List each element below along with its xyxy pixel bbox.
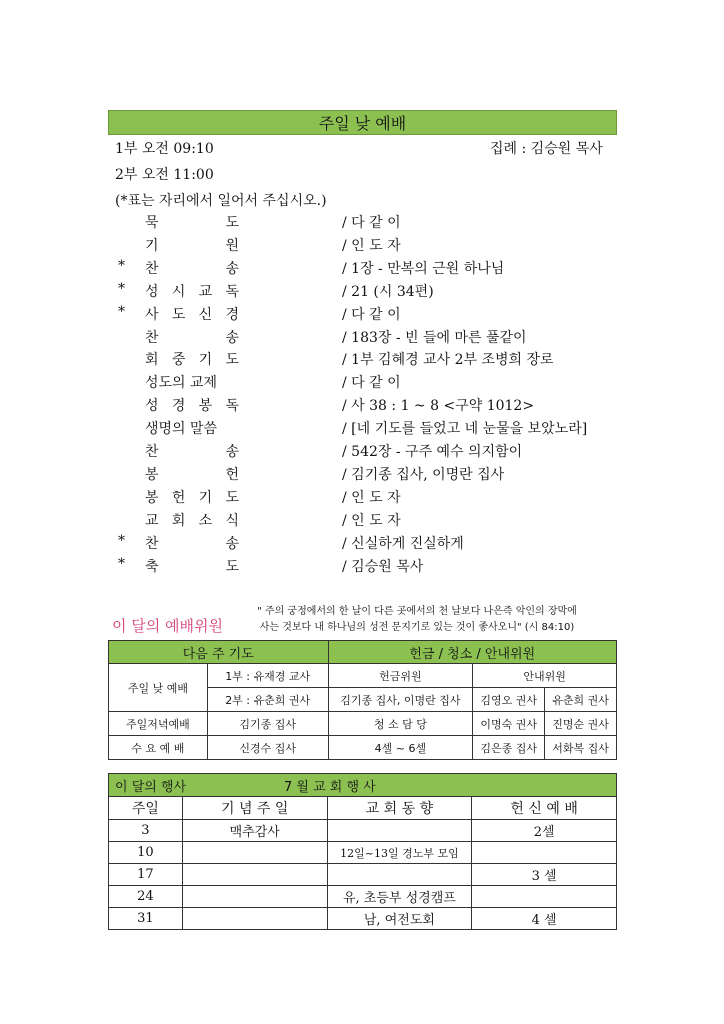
event-news [327,820,472,842]
event-dedication: 4 셀 [472,908,617,930]
order-item: 성 경 봉 독 [145,398,239,415]
verse-line: 사는 것보다 내 하나님의 성전 문지기로 있는 것이 좋사오니" (시 84:10) [259,622,575,633]
order-item: 묵 도 [145,215,239,231]
col-memorial: 기 념 주 일 [182,797,327,820]
offering-header: 헌금 / 청소 / 안내위원 [328,641,616,664]
order-item: 성도의 교제 [145,375,218,392]
order-leader: / 1부 김혜경 교사 2부 조병희 장로 [342,352,554,369]
order-item: 찬 송 [145,260,239,277]
event-dedication [472,886,617,908]
order-item: 봉 헌 기 도 [145,489,239,506]
order-leader: / 사 38 : 1 ~ 8 <구약 1012> [342,398,535,415]
col-church-news: 교 회 동 향 [327,797,472,820]
stand-marker: * [118,280,125,297]
offering-committee-header: 헌금위원 [328,664,473,688]
guide-name: 이명숙 권사 [473,712,545,736]
wednesday-label: 수 요 예 배 [109,736,208,760]
event-memorial [182,842,327,864]
order-leader: / 신실하게 진실하게 [342,535,464,552]
table-row [109,842,617,864]
order-leader: / 다 같 이 [342,375,401,392]
stand-marker: * [118,555,125,572]
evening-prayer: 김기종 집사 [207,712,328,736]
table-row [109,886,617,908]
order-leader: / 183장 - 빈 들에 마른 풀같이 [342,329,527,346]
worship-title-bar [108,110,617,135]
next-week-prayer-header: 다음 주 기도 [109,641,329,664]
scripture-verse [237,604,597,636]
order-leader: / [네 기도를 들었고 네 눈물을 보았노라] [342,421,588,438]
stand-marker: * [118,303,125,320]
order-leader: / 김승원 목사 [342,558,424,575]
order-leader: / 다 같 이 [342,306,401,323]
order-leader: / 다 같 이 [342,215,401,231]
event-news: 유, 초등부 성경캠프 [327,886,472,908]
col-dedication: 헌 신 예 배 [472,797,617,820]
event-dedication [472,842,617,864]
prayer-second: 2부 : 유춘희 권사 [207,688,328,712]
stand-marker: * [118,257,125,274]
order-leader: / 인 도 자 [342,489,401,506]
event-dedication: 2셀 [472,820,617,842]
events-table [108,773,617,930]
prayer-first: 1부 : 유재경 교사 [207,664,328,688]
standing-notice: (*표는 자리에서 일어서 주십시오.) [115,193,327,209]
presider: 집례 : 김승원 목사 [490,141,603,157]
guide-name: 김영오 권사 [473,688,545,712]
order-item: 봉 헌 [145,466,239,483]
guide-committee-header: 안내위원 [473,664,617,688]
order-leader: / 542장 - 구주 예수 의지함이 [342,444,523,460]
event-memorial [182,886,327,908]
table-row [109,820,617,842]
guide-name: 유춘희 권사 [545,688,617,712]
event-sunday: 3 [109,820,183,842]
order-leader: / 인 도 자 [342,237,401,254]
guide-name: 김은종 집사 [473,736,545,760]
events-label: 이 달의 행사 [115,779,187,795]
order-leader: / 1장 - 만복의 근원 하나님 [342,260,505,277]
order-item: 생명의 말씀 [145,421,218,438]
event-news: 12일~13일 경노부 모임 [327,842,472,864]
order-leader: / 김기종 집사, 이명란 집사 [342,466,505,483]
order-item: 교 회 소 식 [145,512,239,529]
order-item: 회 중 기 도 [145,352,239,369]
order-leader: / 인 도 자 [342,512,401,529]
order-leader: / 21 (시 34편) [342,283,434,300]
order-item: 성 시 교 독 [145,283,239,300]
event-sunday: 24 [109,886,183,908]
event-memorial [182,864,327,886]
wednesday-prayer: 신경수 집사 [207,736,328,760]
event-news: 남, 여전도회 [327,908,472,930]
event-memorial: 맥추감사 [182,820,327,842]
cleaning-label: 청 소 담 당 [328,712,473,736]
evening-label: 주일저녁예배 [109,712,208,736]
event-dedication: 3 셀 [472,864,617,886]
order-item: 기 원 [145,237,239,254]
event-sunday: 10 [109,842,183,864]
event-news [327,864,472,886]
events-title: 7 월 교 회 행 사 [284,779,376,795]
order-item: 축 도 [145,558,239,575]
committee-title: 이 달의 예배위원 [112,617,223,635]
order-item: 사 도 신 경 [145,306,239,323]
table-row [109,908,617,930]
table-row [109,864,617,886]
sunday-label: 주일 낮 예배 [109,664,208,712]
col-sunday: 주일 [109,797,183,820]
stand-marker: * [118,532,125,549]
verse-line: " 주의 궁정에서의 한 날이 다른 곳에서의 천 날보다 나은즉 악인의 장막에 [257,606,577,617]
order-item: 찬 송 [145,535,239,552]
guide-name: 서화복 집사 [545,736,617,760]
events-title-bar [109,774,617,797]
offering-names: 김기종 집사, 이명란 집사 [328,688,473,712]
event-memorial [182,908,327,930]
wednesday-cleaning: 4셀 ~ 6셀 [328,736,473,760]
worship-title: 주일 낮 예배 [318,114,407,133]
event-sunday: 31 [109,908,183,930]
event-sunday: 17 [109,864,183,886]
first-service-time: 1부 오전 09:10 [115,141,214,157]
second-service-time: 2부 오전 11:00 [115,167,214,183]
committee-table [108,640,617,760]
order-item: 찬 송 [145,444,239,460]
order-item: 찬 송 [145,329,239,346]
guide-name: 진명순 권사 [545,712,617,736]
event-rows [109,820,617,930]
